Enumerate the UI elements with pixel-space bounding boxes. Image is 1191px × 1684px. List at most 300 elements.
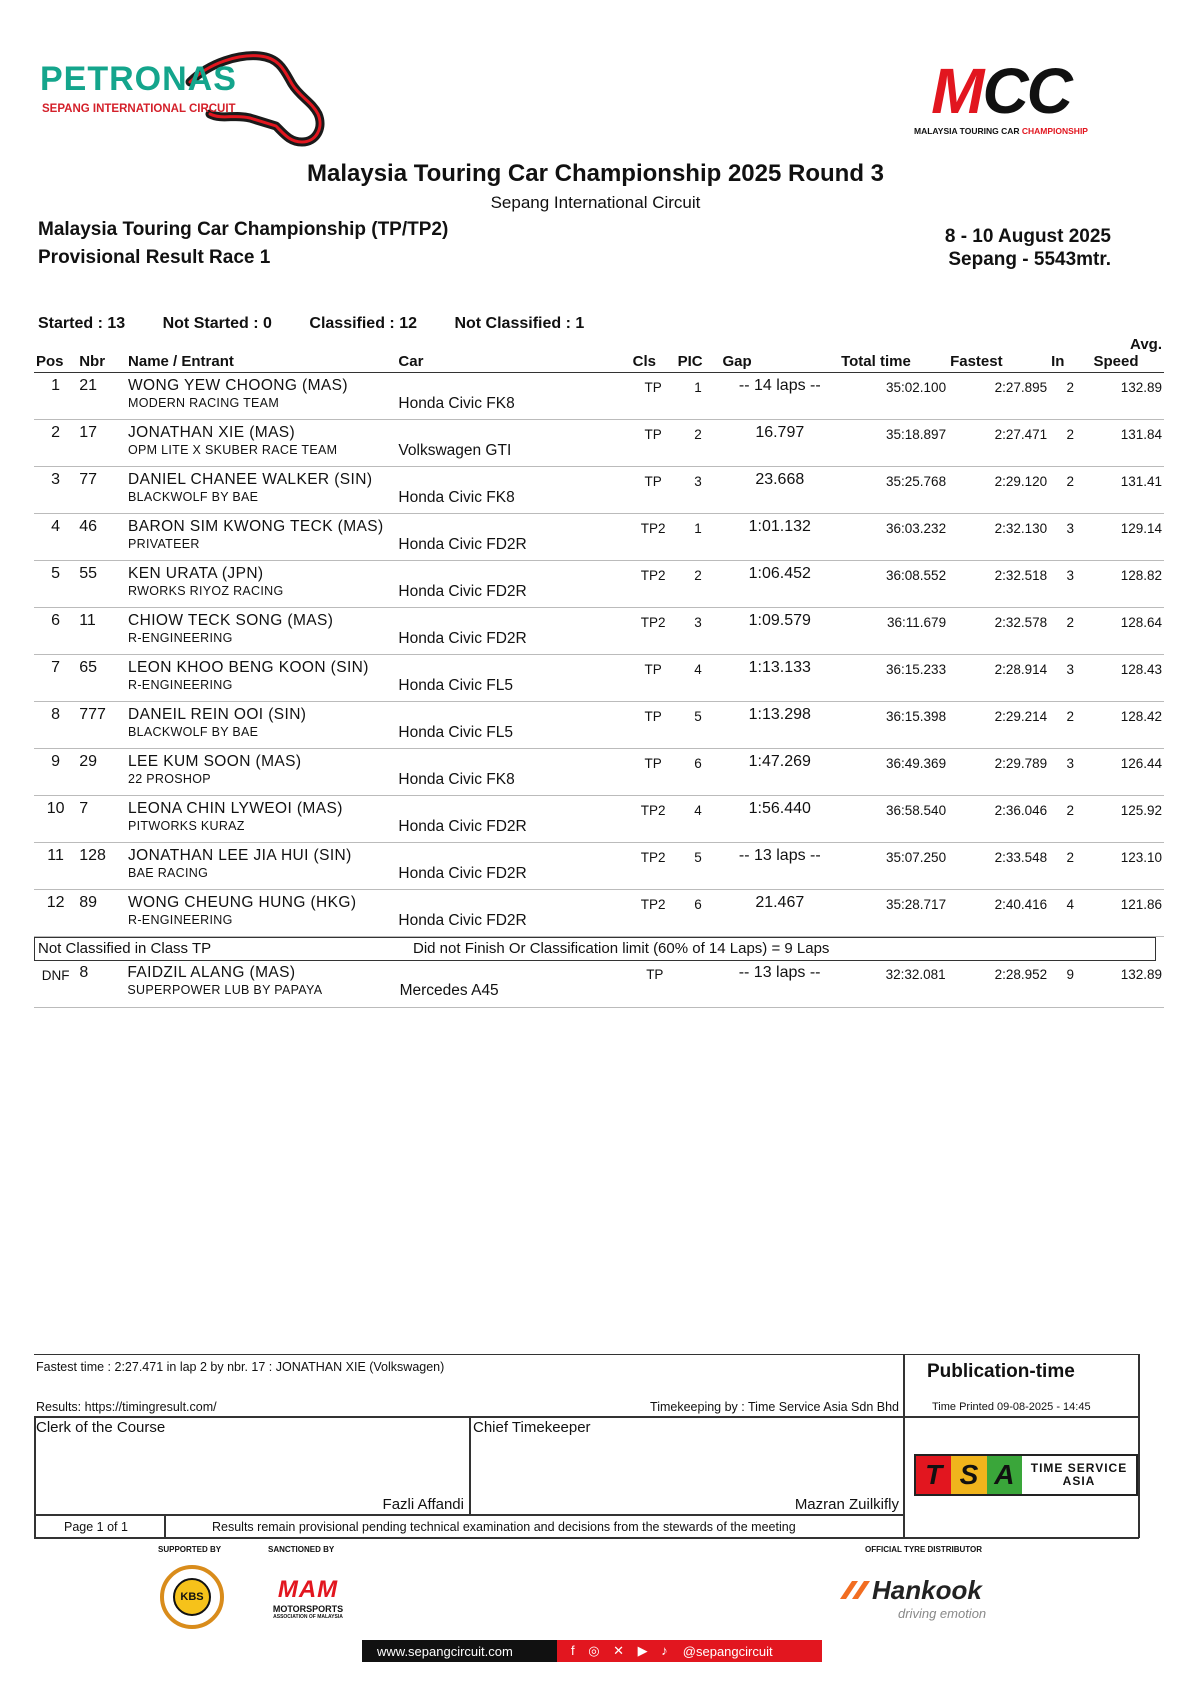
mtcc-sub-b: CHAMPIONSHIP <box>1021 126 1088 136</box>
car-model: Honda Civic FL5 <box>398 724 513 741</box>
not-classified-label: Not Classified in Class TP <box>38 940 212 957</box>
fastest-in-lap-value: 9 <box>1066 967 1075 982</box>
gap-value: -- 13 laps -- <box>738 964 821 981</box>
kbs-seal-text: KBS <box>173 1578 211 1616</box>
nbr-cell <box>77 655 126 702</box>
driver-name: JONATHAN XIE (MAS) <box>128 424 296 441</box>
cls-cell <box>631 702 676 749</box>
pic-value: 2 <box>694 568 702 583</box>
car-cell <box>396 467 630 514</box>
cls-cell <box>631 373 676 420</box>
speed-cell <box>1091 702 1164 749</box>
name-cell <box>126 843 396 890</box>
pic-value: 6 <box>694 756 702 771</box>
nbr-value: 29 <box>79 753 98 770</box>
pos-cell <box>34 608 77 655</box>
driver-name: BARON SIM KWONG TECK (MAS) <box>128 518 384 535</box>
gap-value: -- 14 laps -- <box>738 377 821 394</box>
col-cls: Cls <box>631 334 676 373</box>
petronas-wordmark: PETRONAS <box>40 60 237 98</box>
pic-cell <box>676 890 721 937</box>
speed-cell <box>1091 655 1164 702</box>
name-cell <box>126 420 396 467</box>
results-table <box>34 334 1164 937</box>
car-model: Honda Civic FD2R <box>398 583 527 600</box>
table-row <box>34 749 1164 796</box>
pos-cell <box>34 960 77 1007</box>
pos-cell <box>34 843 77 890</box>
name-cell <box>126 514 396 561</box>
sepang-url-bar <box>362 1640 822 1662</box>
table-row <box>34 702 1164 749</box>
avg-speed-value: 128.42 <box>1120 709 1162 724</box>
total-cell <box>839 608 948 655</box>
mam-sub: MOTORSPORTS <box>272 1604 344 1614</box>
gap-value: -- 13 laps -- <box>738 847 821 864</box>
avg-speed-value: 121.86 <box>1120 897 1162 912</box>
tsa-letter-a: A <box>987 1456 1022 1494</box>
sepang-handle: @sepangcircuit <box>682 1643 773 1659</box>
cls-cell <box>631 890 676 937</box>
nbr-value: 77 <box>79 471 98 488</box>
entrant-name: R-ENGINEERING <box>128 678 233 692</box>
table-row <box>34 655 1164 702</box>
pic-cell <box>676 420 721 467</box>
car-cell <box>398 960 633 1007</box>
name-cell <box>126 702 396 749</box>
col-gap: Gap <box>721 334 840 373</box>
avg-speed-value: 129.14 <box>1120 521 1162 536</box>
fastest-lap-value: 2:27.895 <box>994 380 1048 395</box>
nbr-cell <box>77 702 126 749</box>
nbr-cell <box>77 608 126 655</box>
entrant-name: OPM LITE X SKUBER RACE TEAM <box>128 443 338 457</box>
car-model: Honda Civic FK8 <box>398 395 515 412</box>
fastest-in-lap-value: 2 <box>1066 803 1075 818</box>
fastest-cell <box>948 702 1049 749</box>
gap-cell <box>721 561 840 608</box>
gap-value: 1:06.452 <box>748 565 811 582</box>
provisional-disclaimer: Results remain provisional pending technical examination and decisions from the stewards of the meeting <box>212 1520 796 1534</box>
speed-cell <box>1091 890 1164 937</box>
hankook-swoosh-icon <box>838 1579 872 1603</box>
total-cell <box>839 561 948 608</box>
total-cell <box>839 420 948 467</box>
entrant-name: PRIVATEER <box>128 537 200 551</box>
nbr-cell <box>77 514 126 561</box>
fastest-cell <box>948 373 1049 420</box>
car-model: Honda Civic FK8 <box>398 771 515 788</box>
pos-cell <box>34 561 77 608</box>
speed-cell <box>1091 608 1164 655</box>
entrant-name: SUPERPOWER LUB BY PAPAYA <box>127 983 323 997</box>
pos-value: 3 <box>51 471 61 488</box>
total-time-value: 36:49.369 <box>886 756 947 771</box>
car-model: Honda Civic FD2R <box>398 865 527 882</box>
cls-cell <box>631 420 676 467</box>
total-cell <box>839 843 948 890</box>
pic-value: 1 <box>694 521 702 536</box>
car-cell <box>396 420 630 467</box>
gap-value: 1:56.440 <box>748 800 811 817</box>
avg-speed-value: 128.64 <box>1120 615 1162 630</box>
avg-speed-value: 126.44 <box>1120 756 1162 771</box>
car-model: Honda Civic FD2R <box>398 912 527 929</box>
fastest-in-lap-value: 3 <box>1066 568 1075 583</box>
name-cell <box>126 373 396 420</box>
fastest-lap-value: 2:28.952 <box>994 967 1048 982</box>
fastest-cell <box>948 749 1049 796</box>
table-row <box>34 514 1164 561</box>
timekeeping-note: Timekeeping by : Time Service Asia Sdn Bhd <box>650 1400 899 1414</box>
in-cell <box>1049 514 1091 561</box>
total-cell <box>839 655 948 702</box>
car-model: Honda Civic FD2R <box>398 630 527 647</box>
nbr-cell <box>77 420 126 467</box>
gap-cell <box>721 655 840 702</box>
hankook-wordmark: Hankook <box>872 1575 982 1605</box>
nbr-value: 55 <box>79 565 98 582</box>
nbr-cell <box>77 960 125 1007</box>
sponsor-strip <box>0 1540 1191 1684</box>
gap-cell <box>721 843 840 890</box>
in-cell <box>1049 608 1091 655</box>
total-cell <box>838 960 947 1007</box>
track-length: Sepang - 5543mtr. <box>948 249 1111 270</box>
total-cell <box>839 749 948 796</box>
not-classified-table <box>34 960 1164 1008</box>
fastest-lap-value: 2:32.518 <box>994 568 1048 583</box>
car-cell <box>396 890 630 937</box>
total-time-value: 36:15.398 <box>886 709 947 724</box>
fastest-cell <box>948 796 1049 843</box>
col-car: Car <box>396 334 630 373</box>
driver-name: LEE KUM SOON (MAS) <box>128 753 302 770</box>
results-url: Results: https://timingresult.com/ <box>36 1400 217 1414</box>
avg-speed-value: 128.82 <box>1120 568 1162 583</box>
mtcc-m: M <box>931 55 983 127</box>
driver-name: LEON KHOO BENG KOON (SIN) <box>128 659 369 676</box>
class-value: TP2 <box>640 521 666 536</box>
fastest-in-lap-value: 3 <box>1066 756 1075 771</box>
car-cell <box>396 702 630 749</box>
fastest-lap-value: 2:32.578 <box>994 615 1048 630</box>
series-title: Malaysia Touring Car Championship (TP/TP2) <box>38 219 449 240</box>
nbr-value: 89 <box>79 894 98 911</box>
mtcc-logo <box>891 55 1111 138</box>
car-model: Honda Civic FL5 <box>398 677 513 694</box>
speed-cell <box>1091 796 1164 843</box>
name-cell <box>126 561 396 608</box>
in-cell <box>1049 702 1091 749</box>
name-cell <box>126 467 396 514</box>
name-cell <box>126 890 396 937</box>
pos-cell <box>34 373 77 420</box>
name-cell <box>125 960 397 1007</box>
fastest-cell <box>948 608 1049 655</box>
pic-cell <box>677 960 721 1007</box>
page-number: Page 1 of 1 <box>64 1520 128 1534</box>
fastest-in-lap-value: 3 <box>1066 662 1075 677</box>
avg-speed-value: 131.41 <box>1120 474 1162 489</box>
nbr-cell <box>77 373 126 420</box>
tsa-text-a: TIME SERVICE <box>1030 1461 1128 1475</box>
class-value: TP <box>644 709 662 724</box>
car-cell <box>396 655 630 702</box>
car-model: Mercedes A45 <box>399 982 499 999</box>
entrant-name: RWORKS RIYOZ RACING <box>128 584 284 598</box>
car-cell <box>396 373 630 420</box>
car-cell <box>396 561 630 608</box>
fastest-lap-value: 2:29.789 <box>994 756 1048 771</box>
mam-sub2: ASSOCIATION OF MALAYSIA <box>273 1614 343 1620</box>
in-cell <box>1049 890 1091 937</box>
fastest-in-lap-value: 2 <box>1066 615 1075 630</box>
in-cell <box>1049 561 1091 608</box>
total-time-value: 35:07.250 <box>886 850 947 865</box>
gap-cell <box>721 420 840 467</box>
tsa-letter-s: S <box>951 1456 986 1494</box>
pos-value: DNF <box>41 968 70 983</box>
cls-cell <box>631 608 676 655</box>
not-classified-body <box>34 960 1164 1007</box>
total-time-value: 35:25.768 <box>886 474 947 489</box>
mtcc-cc: CC <box>982 55 1071 127</box>
pos-value: 2 <box>51 424 61 441</box>
pic-value: 6 <box>694 897 702 912</box>
speed-cell <box>1091 843 1164 890</box>
pic-value: 1 <box>694 380 702 395</box>
fastest-cell <box>948 655 1049 702</box>
pic-value: 3 <box>694 615 702 630</box>
fastest-lap-value: 2:32.130 <box>994 521 1048 536</box>
chief-name: Mazran Zuilkifly <box>794 1496 899 1513</box>
total-time-value: 36:15.233 <box>886 662 947 677</box>
total-cell <box>839 702 948 749</box>
cls-cell <box>632 960 677 1007</box>
fastest-in-lap-value: 4 <box>1066 897 1075 912</box>
gap-value: 23.668 <box>755 471 805 488</box>
fastest-lap-value: 2:29.214 <box>994 709 1048 724</box>
class-value: TP <box>644 427 662 442</box>
social-strip <box>557 1640 822 1662</box>
fastest-lap-value: 2:36.046 <box>994 803 1048 818</box>
fastest-in-lap-value: 2 <box>1066 474 1075 489</box>
pos-value: 4 <box>51 518 61 535</box>
total-time-value: 36:08.552 <box>886 568 947 583</box>
col-nbr: Nbr <box>77 334 126 373</box>
table-row <box>34 420 1164 467</box>
car-cell <box>396 796 630 843</box>
sepang-url: www.sepangcircuit.com <box>377 1643 513 1659</box>
pic-cell <box>676 561 721 608</box>
tyre-distributor-label: OFFICIAL TYRE DISTRIBUTOR <box>865 1545 983 1554</box>
pos-value: 6 <box>51 612 61 629</box>
nbr-value: 11 <box>79 612 96 629</box>
avg-speed-value: 132.89 <box>1120 967 1162 982</box>
fastest-time-note: Fastest time : 2:27.471 in lap 2 by nbr. 17 : JONATHAN XIE (Volkswagen) <box>36 1360 445 1374</box>
driver-name: FAIDZIL ALANG (MAS) <box>127 964 296 981</box>
avg-speed-value: 125.92 <box>1120 803 1162 818</box>
nbr-value: 46 <box>79 518 98 535</box>
fastest-lap-value: 2:28.914 <box>994 662 1048 677</box>
cls-cell <box>631 655 676 702</box>
driver-name: CHIOW TECK SONG (MAS) <box>128 612 334 629</box>
page-title: Malaysia Touring Car Championship 2025 Round 3 <box>307 160 884 187</box>
col-total: Total time <box>839 334 948 373</box>
fastest-in-lap-value: 2 <box>1066 709 1075 724</box>
class-value: TP2 <box>640 897 666 912</box>
nbr-value: 65 <box>79 659 98 676</box>
fastest-lap-value: 2:29.120 <box>994 474 1048 489</box>
gap-value: 1:09.579 <box>748 612 811 629</box>
class-value: TP <box>644 756 662 771</box>
speed-cell <box>1091 467 1164 514</box>
total-time-value: 35:28.717 <box>886 897 947 912</box>
petronas-sic-logo <box>40 42 300 152</box>
tsa-letter-t: T <box>916 1456 951 1494</box>
total-cell <box>839 373 948 420</box>
car-model: Honda Civic FD2R <box>398 818 527 835</box>
gap-cell <box>721 608 840 655</box>
total-time-value: 32:32.081 <box>885 967 946 982</box>
in-cell <box>1049 373 1091 420</box>
pos-value: 12 <box>46 894 65 911</box>
classified-count: Classified : 12 <box>309 315 417 332</box>
table-row <box>34 608 1164 655</box>
pos-cell <box>34 796 77 843</box>
pos-cell <box>34 702 77 749</box>
gap-value: 1:01.132 <box>748 518 811 535</box>
driver-name: LEONA CHIN LYWEOI (MAS) <box>128 800 343 817</box>
not-classified-count: Not Classified : 1 <box>454 315 585 332</box>
gap-cell <box>721 796 840 843</box>
footer-block <box>34 1354 1139 1538</box>
gap-cell <box>721 702 840 749</box>
name-cell <box>126 655 396 702</box>
fastest-cell <box>948 843 1049 890</box>
total-time-value: 35:18.897 <box>886 427 947 442</box>
venue-subtitle: Sepang International Circuit <box>490 193 701 212</box>
nbr-value: 21 <box>79 377 98 394</box>
nbr-cell <box>77 561 126 608</box>
pos-value: 11 <box>47 847 64 864</box>
pic-value: 5 <box>694 850 702 865</box>
driver-name: WONG YEW CHOONG (MAS) <box>128 377 348 394</box>
fastest-cell <box>948 960 1049 1007</box>
cls-cell <box>631 843 676 890</box>
pic-cell <box>676 843 721 890</box>
driver-name: DANEIL REIN OOI (SIN) <box>128 706 307 723</box>
fastest-cell <box>948 467 1049 514</box>
fastest-in-lap-value: 2 <box>1066 850 1075 865</box>
table-header-row <box>34 334 1164 373</box>
fastest-in-lap-value: 3 <box>1066 521 1075 536</box>
pic-cell <box>676 702 721 749</box>
nbr-value: 128 <box>79 847 106 864</box>
entrant-name: R-ENGINEERING <box>128 913 233 927</box>
speed-cell <box>1091 373 1164 420</box>
car-cell <box>396 514 630 561</box>
session-title: Provisional Result Race 1 <box>38 247 271 268</box>
supported-by-label: SUPPORTED BY <box>158 1545 222 1554</box>
name-cell <box>126 796 396 843</box>
mtcc-sub-a: MALAYSIA TOURING CAR <box>914 126 1022 136</box>
mam-wordmark: MAM <box>277 1576 339 1603</box>
class-value: TP2 <box>640 803 666 818</box>
class-value: TP2 <box>640 850 666 865</box>
car-model: Honda Civic FK8 <box>398 489 515 506</box>
class-value: TP2 <box>640 568 666 583</box>
speed-cell <box>1091 960 1164 1007</box>
fastest-lap-value: 2:33.548 <box>994 850 1048 865</box>
class-value: TP <box>644 474 662 489</box>
sanctioned-by-label: SANCTIONED BY <box>268 1545 335 1554</box>
pos-cell <box>34 749 77 796</box>
class-value: TP <box>644 662 662 677</box>
avg-speed-value: 123.10 <box>1120 850 1162 865</box>
car-cell <box>396 608 630 655</box>
pic-cell <box>676 796 721 843</box>
stats-line <box>38 315 617 333</box>
total-cell <box>839 514 948 561</box>
col-name: Name / Entrant <box>126 334 396 373</box>
cls-cell <box>631 467 676 514</box>
not-classified-reason: Did not Finish Or Classification limit (60% of 14 Laps) = 9 Laps <box>413 940 830 957</box>
car-cell <box>396 749 630 796</box>
pic-cell <box>676 655 721 702</box>
gap-value: 16.797 <box>755 424 805 441</box>
class-value: TP <box>644 380 662 395</box>
not-started-count: Not Started : 0 <box>162 315 272 332</box>
in-cell <box>1049 467 1091 514</box>
pos-value: 7 <box>51 659 61 676</box>
nbr-cell <box>77 796 126 843</box>
pos-value: 1 <box>51 377 61 394</box>
pos-cell <box>34 514 77 561</box>
pos-value: 8 <box>51 706 61 723</box>
social-icons: f ◎ ✕ ▶ ♪ <box>571 1643 673 1658</box>
nbr-cell <box>77 467 126 514</box>
pos-value: 5 <box>51 565 61 582</box>
table-row <box>34 960 1164 1007</box>
fastest-cell <box>948 890 1049 937</box>
speed-cell <box>1091 749 1164 796</box>
fastest-cell <box>948 514 1049 561</box>
name-cell <box>126 749 396 796</box>
nbr-value: 17 <box>79 424 98 441</box>
pic-cell <box>676 467 721 514</box>
pic-cell <box>676 749 721 796</box>
nbr-cell <box>77 843 126 890</box>
hankook-logo <box>838 1575 1018 1621</box>
nbr-value: 777 <box>79 706 106 723</box>
entrant-name: BLACKWOLF BY BAE <box>128 490 259 504</box>
pic-value: 5 <box>694 709 702 724</box>
total-time-value: 36:58.540 <box>886 803 947 818</box>
table-row <box>34 467 1164 514</box>
table-row <box>34 561 1164 608</box>
table-row <box>34 373 1164 420</box>
in-cell <box>1049 960 1091 1007</box>
col-speed <box>1091 334 1164 373</box>
gap-value: 1:13.298 <box>748 706 811 723</box>
pic-cell <box>676 514 721 561</box>
pic-cell <box>676 608 721 655</box>
col-in: In <box>1049 334 1091 373</box>
not-classified-banner <box>34 937 1156 961</box>
tsa-text-b: ASIA <box>1062 1474 1096 1488</box>
